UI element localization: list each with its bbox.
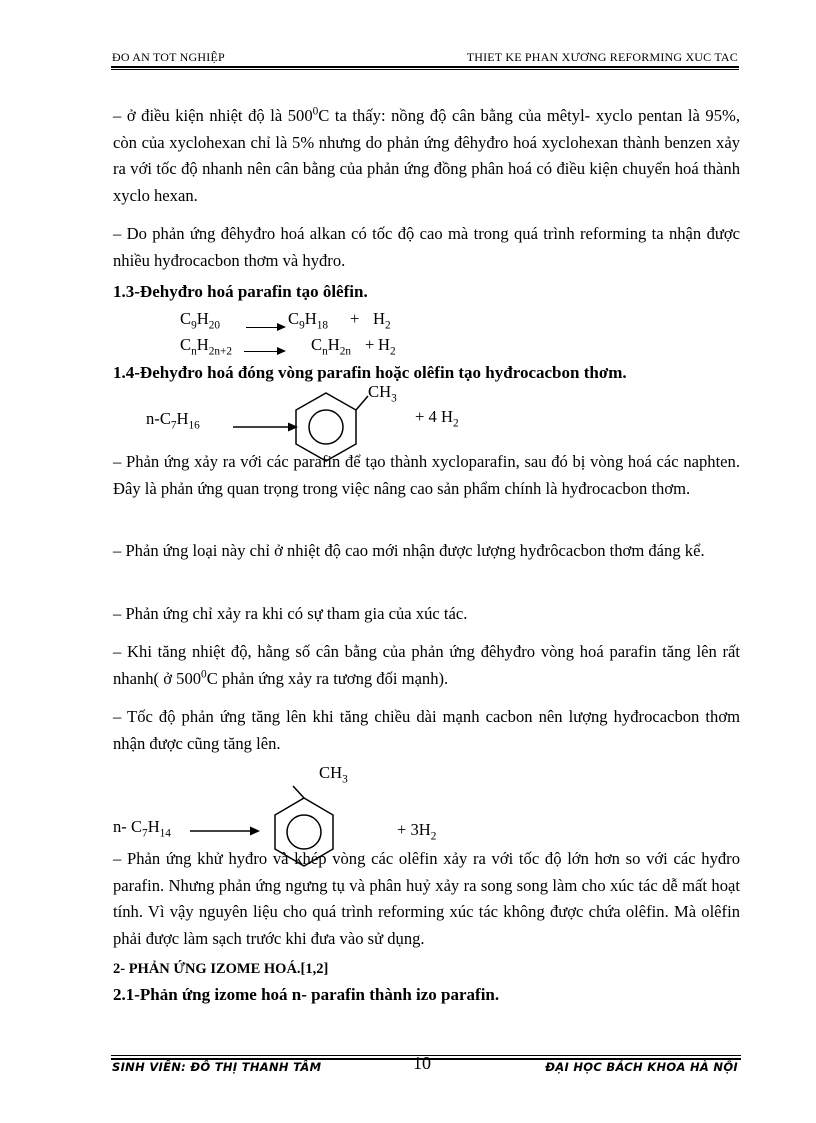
footer-student: SINH VIÊN: ĐỖ THỊ THANH TÂM: [112, 1060, 322, 1074]
page-number: 10: [413, 1053, 431, 1073]
paragraph-high-temperature: – Phản ứng loại này chỉ ở nhiệt độ cao mới nhận được lượng hyđrôcacbon thơm đáng kể.: [113, 541, 705, 560]
paragraph-equilibrium: – ở điều kiện nhiệt độ là $500^0C$ ta thấy: nồng độ cân bằng của mêtyl- xyclo pentan là 95%, còn của xyclohexan chỉ là 5% nhưng do phản ứng đêhyđro hoá xyclohexan thành benzen xảy ra với tốc độ nhanh nên cân bằng của phản ứng đồng phân hoá có điều kiện chuyển hoá thành xyclo hexan.: [113, 105, 740, 205]
paragraph-olefin: – Phản ứng khử hyđro và khép vòng các olêfin xảy ra với tốc độ lớn hơn so với các hyđro parafin. Nhưng phản ứng ngưng tụ và phân huỷ xảy ra song song làm cho xúc tác dễ mất hoạt tính. Vì vậy nguyên liệu cho quá trình reforming xúc tác không được chứa olêfin. Mà olêfin phải được làm sạch trước khi đưa vào sử dụng.: [113, 849, 740, 948]
rx1-arrow: [233, 423, 298, 432]
paragraph-temperature-increase: – Khi tăng nhiệt độ, hằng số cân bằng của phản ứng đêhyđro vòng hoá parafin tăng lên rất nhanh( ở $500^0C$ phản ứng xảy ra tương đối mạnh).: [113, 642, 740, 688]
header-right: THIET KE PHAN XƯƠNG REFORMING XUC TAC: [466, 50, 738, 64]
rx1-ch3-label: $CH_3$: [368, 382, 397, 405]
eq2-plus: +: [365, 335, 375, 354]
eq1-plus: +: [350, 309, 360, 328]
heading-1-3: 1.3-Đehyđro hoá parafin tạo ôlêfin.: [113, 282, 368, 301]
paragraph-xycloparafin: – Phản ứng xảy ra với các parafin để tạo thành xycloparafin, sau đó bị vòng hoá các naphten. Đây là phản ứng quan trọng trong việc nâng cao sản phẩm chính là hyđrocacbon thơm.: [113, 452, 740, 498]
eq2-hydrogen: $H_2$: [378, 335, 396, 358]
eq1-product: $C_9H_{18}$: [288, 309, 328, 332]
rx2-reactant: n- $C_7H_{14}$: [113, 817, 171, 840]
eq1-hydrogen: $H_2$: [373, 309, 391, 332]
rx1-reactant: $n-C_7H_{16}$: [146, 409, 200, 432]
header-left: ĐO AN TOT NGHIỆP: [112, 50, 225, 64]
heading-1-4: 1.4-Đehyđro hoá đóng vòng parafin hoặc olêfin tạo hyđrocacbon thơm.: [113, 363, 627, 382]
eq2-product: $C_nH_{2n}$: [311, 335, 351, 358]
rx2-product: + $3H_2$: [397, 820, 437, 843]
paragraph-dehydro-alkan: – Do phản ứng đêhyđro hoá alkan có tốc độ cao mà trong quá trình reforming ta nhận được nhiều hyđrocacbon thơm và hyđro.: [113, 224, 740, 270]
footer-university: ĐẠI HỌC BÁCH KHOA HÀ NỘI: [545, 1060, 738, 1074]
rx2-arrow: [190, 827, 260, 836]
heading-2-1: 2.1-Phản ứng izome hoá n- parafin thành izo parafin.: [113, 985, 500, 1004]
eq1-reactant: $C_9H_{20}$: [180, 309, 220, 332]
rx2-ch3-label: $CH_3$: [319, 763, 348, 786]
paragraph-carbon-chain: – Tốc độ phản ứng tăng lên khi tăng chiều dài mạnh cacbon nên lượng hyđrocacbon thơm nhận được cũng tăng lên.: [113, 707, 740, 753]
heading-2: 2- PHẢN ỨNG IZOME HOÁ.[1,2]: [113, 961, 329, 977]
paragraph-catalyst: – Phản ứng chỉ xảy ra khi có sự tham gia của xúc tác.: [113, 604, 468, 623]
rx1-product: + 4 $H_2$: [415, 407, 459, 430]
eq2-reactant: $C_nH_{2n+2}$: [180, 335, 232, 358]
